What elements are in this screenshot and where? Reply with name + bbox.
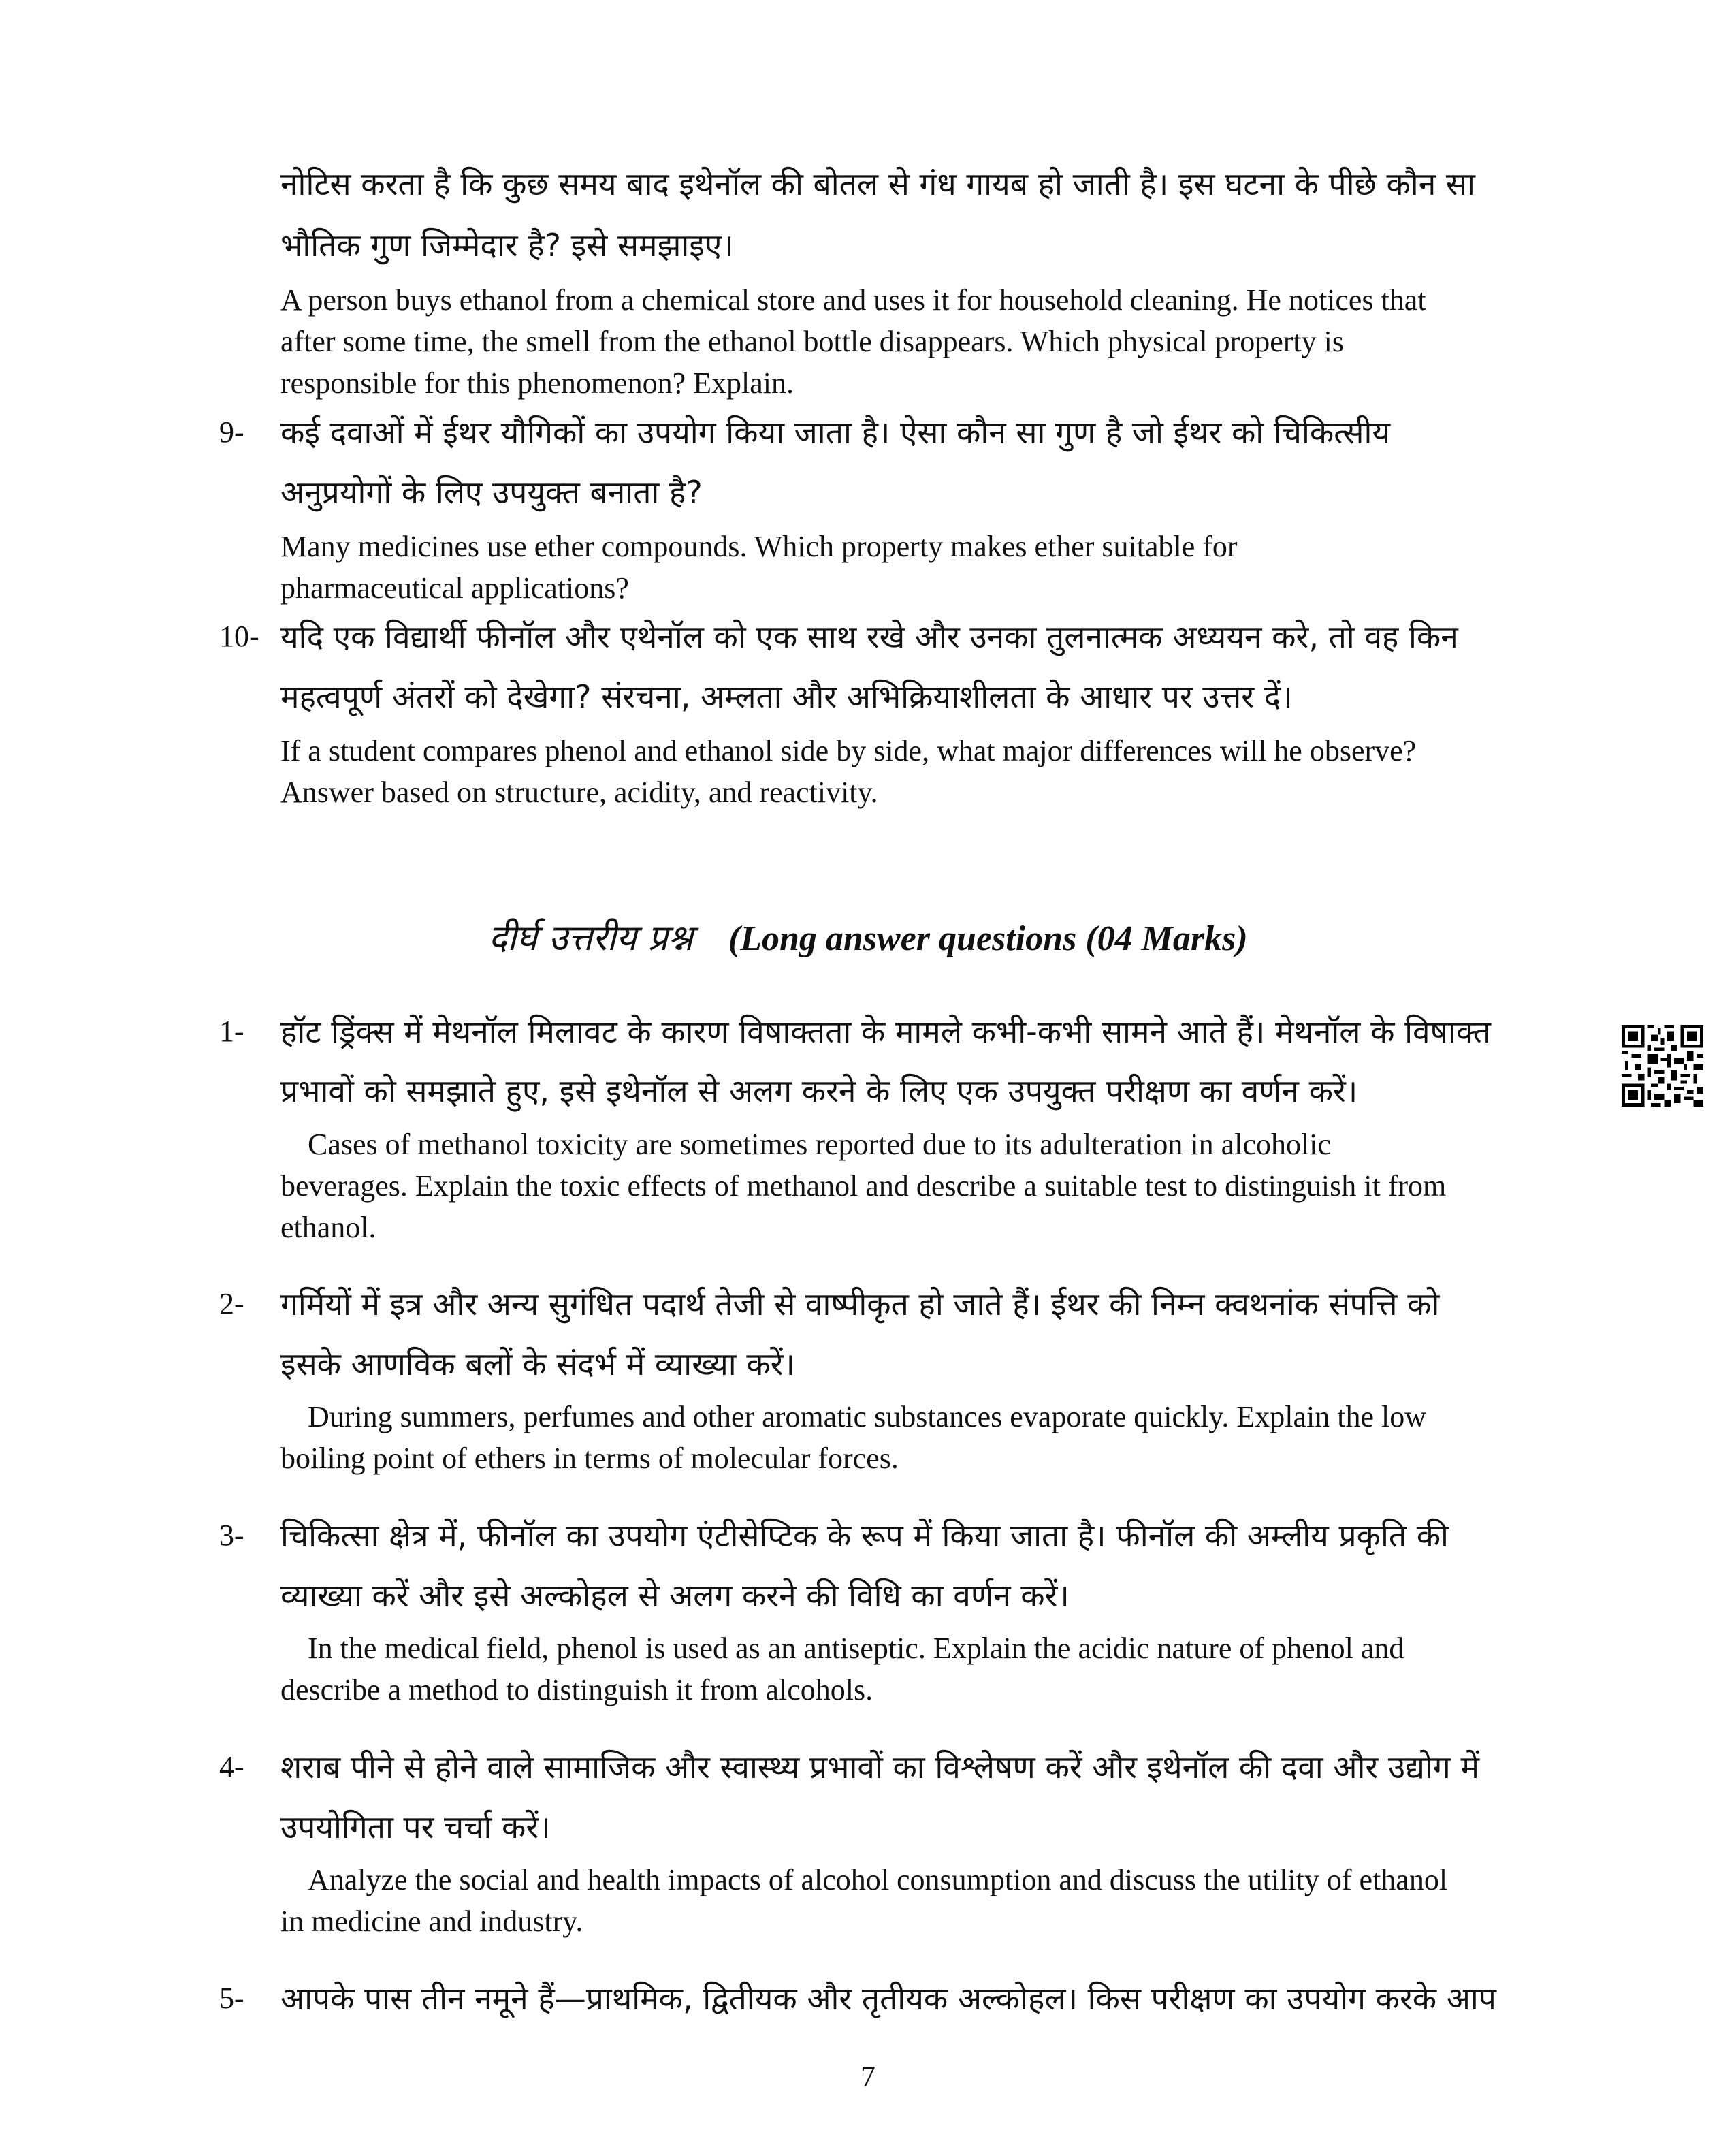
qr-code-icon [1622, 1025, 1703, 1107]
question-10-english-line-2: Answer based on structure, acidity, and reactivity. [280, 776, 878, 809]
intro-english-line-2: after some time, the smell from the ethanol bottle disappears. Which physical property is [280, 325, 1344, 358]
long-question-2-english-line-2: boiling point of ethers in terms of molecular forces. [280, 1442, 899, 1475]
long-question-3-english-line-1: In the medical field, phenol is used as an antiseptic. Explain the acidic nature of phenol and [308, 1632, 1404, 1665]
question-9-hindi-line-1: कई दवाओं में ईथर यौगिकों का उपयोग किया जाता है। ऐसा कौन सा गुण है जो ईथर को चिकित्सीय [280, 414, 1391, 451]
long-question-1-english-line-3: ethanol. [280, 1211, 376, 1244]
question-10-hindi-line-2: महत्वपूर्ण अंतरों को देखेगा? संरचना, अम्लता और अभिक्रियाशीलता के आधार पर उत्तर दें। [280, 678, 1293, 715]
section-heading [0, 911, 1736, 966]
long-question-1-english-text [280, 1124, 1574, 1248]
long-question-1-hindi-line-2: प्रभावों को समझाते हुए, इसे इथेनॉल से अलग करने के लिए एक उपयुक्त परीक्षण का वर्णन करें। [280, 1072, 1358, 1109]
long-question-2-english-line-1: During summers, perfumes and other aromatic substances evaporate quickly. Explain the low [308, 1400, 1426, 1433]
intro-hindi-line-2: भौतिक गुण जिम्मेदार है? इसे समझाइए। [280, 227, 734, 264]
long-question-4-english-text [280, 1859, 1574, 1942]
section-heading-english: (Long answer questions (04 Marks) [728, 919, 1248, 958]
long-question-1-english-line-2: beverages. Explain the toxic effects of methanol and describe a suitable test to distinguish it from [280, 1169, 1447, 1203]
intro-english-line-1: A person buys ethanol from a chemical store and uses it for household cleaning. He notices that [280, 283, 1426, 317]
long-question-3-english-text [280, 1627, 1574, 1711]
long-question-1-hindi-line-1: हॉट ड्रिंक्स में मेथनॉल मिलावट के कारण विषाक्तता के मामले कभी-कभी सामने आते हैं। मेथनॉल के विषाक्त [280, 1013, 1491, 1050]
question-9-english-text [280, 526, 1574, 609]
intro-hindi-line-1: नोटिस करता है कि कुछ समय बाद इथेनॉल की बोतल से गंध गायब हो जाती है। इस घटना के पीछे कौन सा [280, 165, 1475, 202]
long-question-5-hindi-line-1: आपके पास तीन नमूने हैं—प्राथमिक, द्वितीयक और तृतीयक अल्कोहल। किस परीक्षण का उपयोग करके आप [280, 1980, 1496, 2017]
intro-english-text [280, 279, 1574, 404]
long-question-4-english-line-1: Analyze the social and health impacts of alcohol consumption and discuss the utility of ethanol [308, 1863, 1448, 1896]
question-9-english-line-1: Many medicines use ether compounds. Which property makes ether suitable for [280, 530, 1238, 563]
question-9-number: 9- [219, 415, 244, 449]
long-question-4-hindi-line-2: उपयोगिता पर चर्चा करें। [280, 1809, 551, 1845]
long-question-3-english-line-2: describe a method to distinguish it from alcohols. [280, 1673, 873, 1706]
long-question-3-hindi-line-2: व्याख्या करें और इसे अल्कोहल से अलग करने की विधि का वर्णन करें। [280, 1577, 1070, 1614]
long-question-1-english-line-1: Cases of methanol toxicity are sometimes reported due to its adulteration in alcoholic [308, 1128, 1331, 1161]
long-question-3-hindi-line-1: चिकित्सा क्षेत्र में, फीनॉल का उपयोग एंटीसेप्टिक के रूप में किया जाता है। फीनॉल की अम्लीय प्रकृति की [280, 1517, 1449, 1554]
long-question-1-number: 1- [219, 1015, 244, 1048]
section-heading-hindi: दीर्घ उत्तरीय प्रश्न [488, 918, 693, 959]
long-question-3-number: 3- [219, 1519, 244, 1552]
question-10-hindi-line-1: यदि एक विद्यार्थी फीनॉल और एथेनॉल को एक साथ रखे और उनका तुलनात्मक अध्ययन करे, तो वह किन [280, 618, 1458, 655]
long-question-2-number: 2- [219, 1287, 244, 1320]
long-question-2-english-text [280, 1396, 1574, 1479]
long-question-2-hindi-line-2: इसके आणविक बलों के संदर्भ में व्याख्या करें। [280, 1346, 795, 1382]
long-question-4-english-line-2: in medicine and industry. [280, 1905, 583, 1938]
question-9-english-line-2: pharmaceutical applications? [280, 571, 629, 605]
question-10-english-text [280, 730, 1574, 813]
intro-english-line-3: responsible for this phenomenon? Explain. [280, 366, 794, 400]
question-9-hindi-line-2: अनुप्रयोगों के लिए उपयुक्त बनाता है? [280, 474, 703, 511]
question-10-english-line-1: If a student compares phenol and ethanol side by side, what major differences will he observe? [280, 734, 1417, 767]
long-question-5-number: 5- [219, 1982, 244, 2015]
question-10-number: 10- [219, 620, 259, 653]
long-question-4-hindi-line-1: शराब पीने से होने वाले सामाजिक और स्वास्थ्य प्रभावों का विश्लेषण करें और इथेनॉल की दवा और उद्योग में [280, 1749, 1479, 1785]
long-question-2-hindi-line-1: गर्मियों में इत्र और अन्य सुगंधित पदार्थ तेजी से वाष्पीकृत हो जाते हैं। ईथर की निम्न क्वथनांक संपत्ति को [280, 1286, 1440, 1322]
page-number: 7 [861, 2060, 875, 2093]
long-question-4-number: 4- [219, 1750, 244, 1783]
